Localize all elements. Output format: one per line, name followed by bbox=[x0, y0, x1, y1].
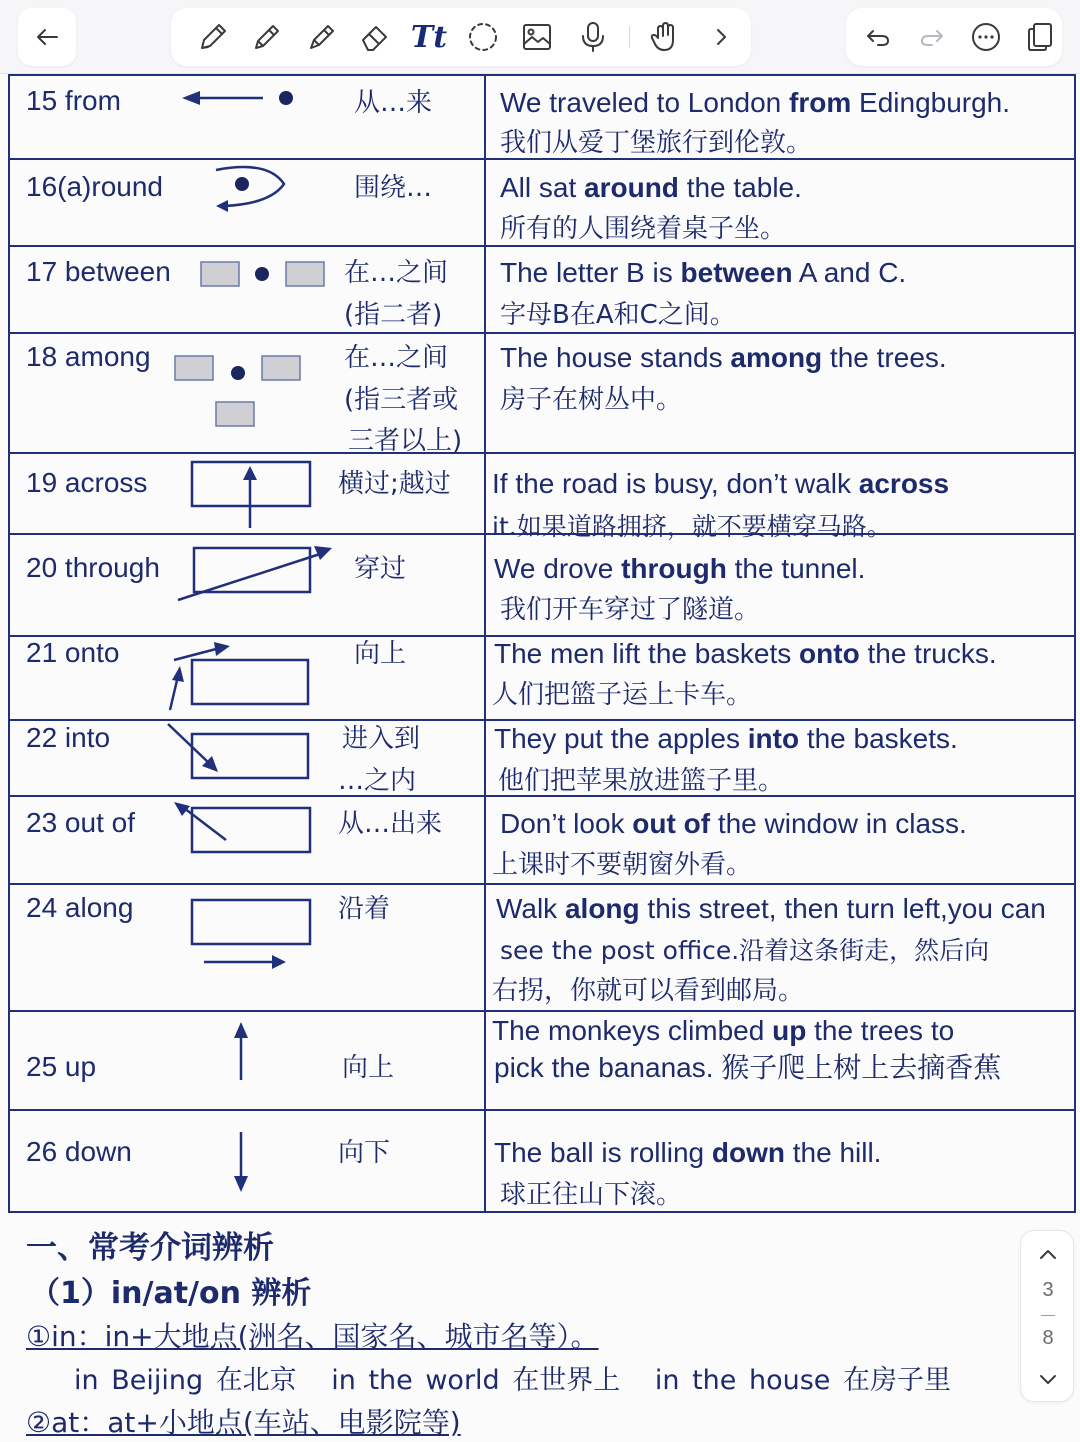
meaning-note: (指三者或 bbox=[344, 385, 459, 415]
highlighter-icon bbox=[304, 20, 338, 54]
current-page-number: 3 bbox=[1042, 1279, 1054, 1301]
row-border bbox=[8, 74, 1076, 76]
example-translation: pick the bananas. 猴子爬上树上去摘香蕉 bbox=[494, 1052, 1002, 1083]
word-label: 17 between bbox=[26, 256, 171, 287]
next-page-button[interactable] bbox=[1034, 1365, 1062, 1398]
toolbar-divider bbox=[629, 26, 630, 48]
example-sentence bbox=[492, 1014, 954, 1048]
page-navigator bbox=[1020, 1230, 1074, 1402]
out-of-illustration bbox=[168, 800, 318, 856]
word-label: 25 up bbox=[26, 1051, 97, 1082]
more-icon bbox=[970, 21, 1002, 53]
image-tool[interactable] bbox=[517, 17, 557, 57]
word-label: 22 into bbox=[26, 722, 111, 753]
example-text: the trees to bbox=[806, 1015, 955, 1046]
rule-at: ②at：at+小地点(车站、电影院等) bbox=[26, 1406, 461, 1439]
pencil-tool[interactable] bbox=[247, 17, 287, 57]
example-keyword: up bbox=[772, 1015, 807, 1046]
word-label: 26 down bbox=[26, 1136, 132, 1167]
meaning-label: 向上 bbox=[354, 639, 407, 669]
around-arrow-illustration bbox=[208, 160, 298, 216]
example-sentence bbox=[494, 637, 997, 671]
in-examples bbox=[74, 1358, 973, 1397]
meaning-label: 向下 bbox=[338, 1138, 391, 1168]
meaning-label: 向上 bbox=[342, 1053, 395, 1083]
highlighter-tool[interactable] bbox=[301, 17, 341, 57]
word-label: 15 from bbox=[26, 85, 121, 116]
column-border bbox=[1074, 74, 1076, 1213]
eraser-icon bbox=[358, 20, 392, 54]
example-sentence bbox=[500, 171, 802, 205]
meaning-note: 三者以上) bbox=[348, 426, 463, 456]
example-translation: see the post office.沿着这条街走，然后向 bbox=[500, 936, 990, 965]
through-illustration bbox=[174, 540, 334, 604]
eraser-tool[interactable] bbox=[355, 17, 395, 57]
between-illustration bbox=[198, 258, 328, 290]
chevron-up-icon bbox=[1034, 1241, 1062, 1269]
meaning-label: 横过;越过 bbox=[338, 469, 451, 499]
example-translation: 字母B在A和C之间。 bbox=[500, 300, 736, 330]
total-pages-number: 8 bbox=[1042, 1327, 1054, 1349]
example-keyword: between bbox=[680, 257, 793, 288]
back-button[interactable] bbox=[18, 8, 76, 66]
example-text: The ball is rolling bbox=[494, 1137, 712, 1168]
example-sentence bbox=[500, 256, 906, 290]
redo-button[interactable] bbox=[912, 17, 952, 57]
example-keyword: among bbox=[730, 342, 823, 373]
example-text: the hill. bbox=[784, 1137, 882, 1168]
pen-icon bbox=[196, 20, 230, 54]
example-sentence bbox=[494, 552, 865, 586]
example-text: The men lift the baskets bbox=[494, 638, 800, 669]
lasso-tool[interactable] bbox=[463, 17, 503, 57]
example-translation: 我们开车穿过了隧道。 bbox=[500, 595, 761, 625]
example-text: We drove bbox=[494, 553, 622, 584]
back-arrow-icon bbox=[32, 22, 62, 52]
example-translation: 人们把篮子运上卡车。 bbox=[492, 680, 753, 710]
history-tools bbox=[846, 8, 1062, 66]
example-text: the trucks. bbox=[859, 638, 997, 669]
example-keyword: into bbox=[747, 723, 800, 754]
undo-button[interactable] bbox=[858, 17, 898, 57]
example-text: the table. bbox=[678, 172, 802, 203]
example-text: Edingburgh. bbox=[851, 87, 1011, 118]
microphone-tool[interactable] bbox=[573, 17, 613, 57]
example-sentence bbox=[500, 86, 1010, 120]
example-text: this street, then turn left,you can bbox=[639, 893, 1046, 924]
example-keyword: onto bbox=[799, 638, 860, 669]
microphone-icon bbox=[576, 20, 610, 54]
up-arrow-illustration bbox=[226, 1020, 256, 1082]
drawing-tools bbox=[171, 8, 751, 66]
word-label: 23 out of bbox=[26, 807, 135, 838]
chevron-down-icon bbox=[1034, 1365, 1062, 1393]
example-text: the baskets. bbox=[799, 723, 958, 754]
meaning-label: 进入到 bbox=[342, 724, 421, 754]
from-arrow-illustration bbox=[178, 84, 308, 114]
rule-in: ①in：in+大地点(洲名、国家名、城市名等）。 bbox=[26, 1320, 599, 1353]
image-icon bbox=[520, 20, 554, 54]
word-label: 20 through bbox=[26, 552, 160, 583]
word-label: 16(a)round bbox=[26, 171, 163, 202]
pencil-icon bbox=[250, 20, 284, 54]
example-keyword: through bbox=[621, 553, 727, 584]
row-border bbox=[8, 1109, 1076, 1111]
column-border bbox=[8, 74, 10, 1213]
across-illustration bbox=[188, 458, 314, 530]
example-item: in the house 在房子里 bbox=[654, 1365, 951, 1396]
more-options-button[interactable] bbox=[966, 17, 1006, 57]
example-text: If the road is busy, don’t walk bbox=[492, 468, 859, 499]
among-illustration bbox=[172, 352, 312, 436]
example-text: Don’t look bbox=[500, 808, 633, 839]
along-illustration bbox=[188, 896, 314, 974]
row-border bbox=[8, 719, 1076, 721]
example-text: All sat bbox=[500, 172, 585, 203]
example-text: Walk bbox=[496, 893, 565, 924]
example-keyword: around bbox=[584, 172, 679, 203]
example-sentence bbox=[492, 467, 949, 501]
row-border bbox=[8, 1010, 1076, 1012]
example-sentence bbox=[500, 807, 967, 841]
meaning-label: 在…之间 bbox=[344, 258, 449, 288]
example-text: We traveled to London bbox=[500, 87, 790, 118]
example-translation: 他们把苹果放进篮子里。 bbox=[498, 766, 785, 796]
into-illustration bbox=[164, 722, 314, 782]
meaning-label: 在…之间 bbox=[344, 343, 449, 373]
meaning-note: …之内 bbox=[338, 766, 417, 796]
example-sentence bbox=[500, 341, 947, 375]
row-border bbox=[8, 452, 1076, 454]
undo-icon bbox=[864, 23, 892, 51]
example-text: The letter B is bbox=[500, 257, 681, 288]
example-keyword: out of bbox=[632, 808, 711, 839]
example-text: The house stands bbox=[500, 342, 731, 373]
word-label: 24 along bbox=[26, 892, 134, 923]
row-border bbox=[8, 332, 1076, 334]
example-translation: 上课时不要朝窗外看。 bbox=[492, 850, 753, 880]
example-translation: 房子在树丛中。 bbox=[500, 385, 683, 415]
pen-tool[interactable] bbox=[193, 17, 233, 57]
example-translation: 我们从爱丁堡旅行到伦敦。 bbox=[500, 128, 813, 158]
example-text: the window in class. bbox=[710, 808, 967, 839]
section-heading: 一、常考介词辨析 bbox=[26, 1230, 274, 1266]
example-text: They put the apples bbox=[494, 723, 748, 754]
example-text: A and C. bbox=[792, 257, 907, 288]
example-sentence bbox=[494, 722, 958, 756]
meaning-label: 从…出来 bbox=[338, 809, 443, 839]
example-translation: 右拐，你就可以看到邮局。 bbox=[492, 976, 805, 1006]
example-translation: 所有的人围绕着桌子坐。 bbox=[500, 214, 787, 244]
example-keyword: down bbox=[711, 1137, 785, 1168]
redo-icon bbox=[918, 23, 946, 51]
example-keyword: across bbox=[858, 468, 950, 499]
meaning-label: 围绕… bbox=[354, 173, 433, 203]
example-item: in the world 在世界上 bbox=[331, 1365, 621, 1396]
example-text: the trees. bbox=[822, 342, 947, 373]
chevron-right-icon bbox=[709, 25, 733, 49]
word-label: 21 onto bbox=[26, 637, 120, 668]
hand-icon bbox=[648, 20, 682, 54]
example-keyword: along bbox=[564, 893, 640, 924]
meaning-label: 从…来 bbox=[354, 88, 433, 118]
hand-tool[interactable] bbox=[645, 17, 685, 57]
row-border bbox=[8, 883, 1076, 885]
pages-button[interactable] bbox=[1020, 17, 1060, 57]
example-text: the tunnel. bbox=[726, 553, 866, 584]
pages-icon bbox=[1025, 21, 1055, 53]
text-tool[interactable] bbox=[409, 17, 449, 57]
word-label: 18 among bbox=[26, 341, 151, 372]
meaning-label: 穿过 bbox=[354, 554, 407, 584]
example-item: in Beijing 在北京 bbox=[74, 1365, 297, 1396]
meaning-note: (指二者) bbox=[344, 300, 443, 330]
example-sentence bbox=[496, 892, 1046, 926]
down-arrow-illustration bbox=[226, 1130, 256, 1196]
onto-illustration bbox=[158, 640, 318, 712]
previous-page-button[interactable] bbox=[1034, 1241, 1062, 1274]
text-icon: Tt bbox=[410, 19, 448, 55]
meaning-label: 沿着 bbox=[338, 894, 391, 924]
section-subheading: （1）in/at/on 辨析 bbox=[30, 1276, 312, 1311]
example-translation: 球正往山下滚。 bbox=[500, 1180, 683, 1210]
lasso-icon bbox=[465, 19, 501, 55]
prepositions-table bbox=[8, 74, 1076, 1214]
example-keyword: from bbox=[789, 87, 852, 118]
more-tools-button[interactable] bbox=[701, 17, 741, 57]
example-sentence bbox=[494, 1136, 881, 1170]
example-translation: it.如果道路拥挤，就不要横穿马路。 bbox=[492, 512, 892, 541]
word-label: 19 across bbox=[26, 467, 148, 498]
example-text: The monkeys climbed bbox=[492, 1015, 773, 1046]
top-toolbar bbox=[0, 0, 1080, 74]
page-separator bbox=[1041, 1315, 1055, 1316]
column-border bbox=[484, 74, 486, 1213]
